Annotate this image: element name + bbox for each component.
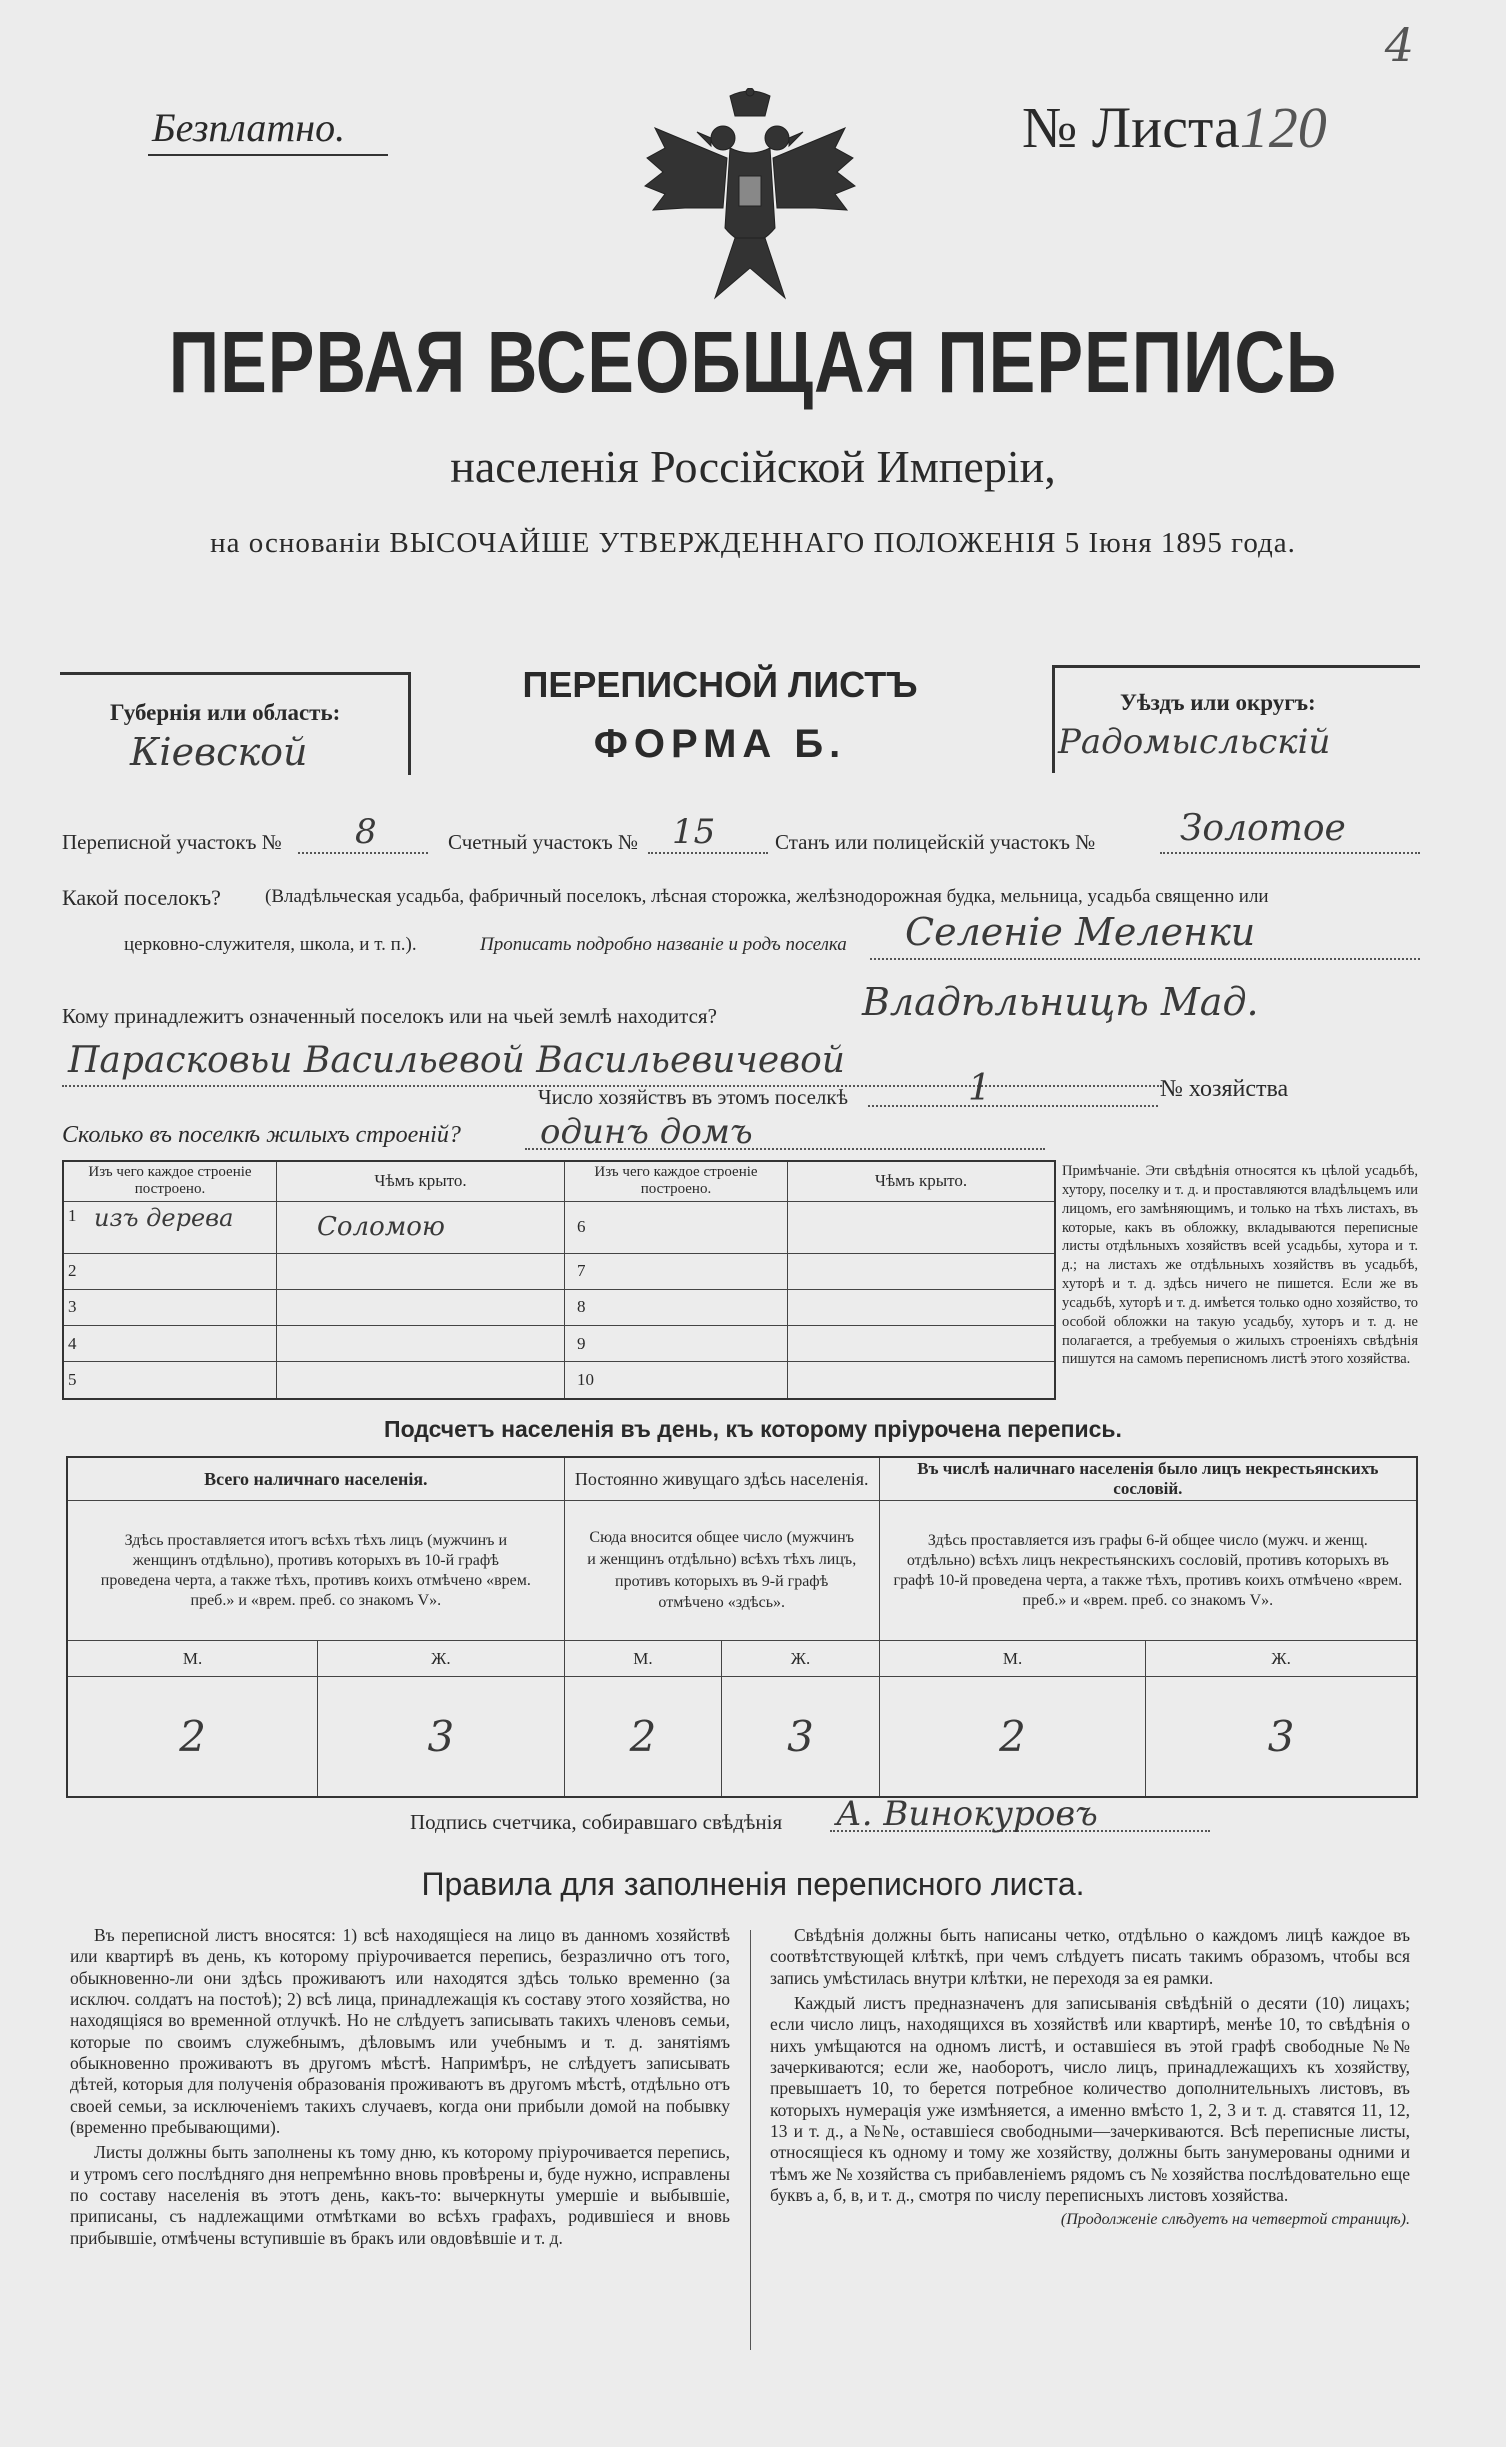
- col2-m-label: М.: [564, 1641, 722, 1677]
- households-label: Число хозяйствъ въ этомъ поселкѣ: [538, 1085, 848, 1109]
- free-underline: [148, 154, 388, 156]
- col1-title: Всего наличнаго населенія.: [67, 1457, 564, 1501]
- uezd-label: Уѣздъ или округъ:: [1120, 690, 1316, 715]
- count-district-label: Счетный участокъ №: [448, 830, 639, 854]
- form-name: ФОРМА Б.: [593, 722, 847, 766]
- col2-desc: Сюда вносится общее число (мужчинъ и женщинъ отдѣльно) всѣхъ тѣхъ лицъ, противъ которыхъ въ 9-й графѣ отмѣчено «здѣсь».: [564, 1501, 879, 1641]
- buildings-value: одинъ домъ: [540, 1112, 753, 1152]
- signature-label: Подпись счетчика, собиравшаго свѣдѣнія: [410, 1810, 783, 1834]
- stan-label: Станъ или полицейскій участокъ №: [775, 830, 1096, 854]
- rules-left-p1: Въ переписной листъ вносятся: 1) всѣ находящіеся на лицо въ данномъ хозяйствѣ или квартирѣ въ день, къ которому пріурочивается перепись, безразлично отъ того, обыкновенно-ли они здѣсь проживаютъ или находятся здѣсь только временно (за исключ. солдатъ на постоѣ); 2) всѣ лица, принадлежащія къ составу этого хозяйства, но находящіяся во временной отлучкѣ. Но не слѣдуетъ записывать такихъ членовъ семьи, которые по своимъ служебнымъ, дѣловымъ или учебнымъ и т. д. занятіямъ обыкновенно проживаютъ въ другомъ мѣстѣ. Напримѣръ, не слѣдуетъ записывать дѣтей, которыя для полученія образованія проживаютъ въ другомъ мѣстѣ, отдѣльно отъ своей семьи, за исключеніемъ такихъ случаевъ, когда они прибыли домой на побывку (временно пребывающими).: [70, 1925, 730, 2138]
- col3-desc: Здѣсь проставляется изъ графы 6-й общее число (мужч. и женщ. отдѣльно) всѣхъ лицъ некрестьянскихъ сословій, противъ которыхъ въ графѣ 10-й проведена черта, а также тѣхъ, противъ коихъ отмѣчено «врем. преб.» и «врем. преб. со знакомъ V».: [879, 1501, 1417, 1641]
- col2-title: Постоянно живущаго здѣсь населенія.: [564, 1457, 879, 1501]
- col3-m-label: М.: [879, 1641, 1146, 1677]
- owner-value-2: Парасковьи Васильевой Васильевичевой: [68, 1040, 845, 1081]
- uezd-value: Радомысльскій: [1058, 722, 1331, 762]
- row-1-material: изъ дерева: [94, 1203, 234, 1232]
- count-heading: Подсчетъ населенія въ день, къ которому пріурочена перепись.: [384, 1416, 1122, 1442]
- settlement-hint-2: церковно-служителя, школа, и т. п.).: [124, 934, 417, 955]
- col1-desc: Здѣсь проставляется итогъ всѣхъ тѣхъ лицъ (мужчинъ и женщинъ отдѣльно), противъ которыхъ въ 10-й графѣ проведена черта, а также тѣхъ, противъ коихъ отмѣчено «врем. преб.» и «врем. преб. со знакомъ V».: [67, 1501, 564, 1641]
- rules-continued: (Продолженіе слѣдуетъ на четвертой страницѣ).: [1060, 2211, 1410, 2229]
- note-text: Примѣчаніе. Эти свѣдѣнія относятся къ цѣлой усадьбѣ, хутору, поселку и т. д. и проставляются владѣльцемъ или лицомъ, его замѣняющимъ, и только на тѣхъ листахъ, въ которые, какъ въ обложку, вкладываются переписные листы отдѣльныхъ хозяйствъ всей усадьбы, хутора и т. д.; на листахъ же отдѣльныхъ хозяйствъ въ усадьбѣ, хуторѣ и т. д. здѣсь ничего не пишется. Если же въ усадьбѣ, хуторѣ и т. д. имѣется только одно хозяйство, то особой обложки на такую усадьбу, хуторъ и т. д. не полагается, а требуемыя о жилыхъ строеніяхъ свѣдѣнія пишутся на самомъ переписномъ листѣ этого хозяйства.: [1062, 1163, 1418, 1368]
- settlement-label: Какой поселокъ?: [62, 885, 221, 910]
- owner-label: Кому принадлежитъ означенный поселокъ или на чьей землѣ находится?: [62, 1004, 717, 1028]
- rules-left-column: [70, 1925, 730, 2253]
- table-row: 2 7: [63, 1253, 1055, 1289]
- imperial-eagle-icon: [635, 88, 865, 318]
- col1-f-value: 3: [318, 1677, 565, 1798]
- row-1-roof: Соломою: [277, 1201, 565, 1253]
- signature-value: А. Винокуровъ: [836, 1794, 1098, 1834]
- buildings-table: [62, 1160, 1056, 1400]
- col3-title: Въ числѣ наличнаго населенія было лицъ некрестьянскихъ сословій.: [879, 1457, 1417, 1501]
- guberniya-label: Губернія или область:: [110, 700, 341, 725]
- households-line: [868, 1105, 1158, 1107]
- households-value: 1: [968, 1068, 991, 1109]
- settlement-value: Селеніе Меленки: [905, 910, 1256, 954]
- buildings-line: [525, 1148, 1045, 1150]
- household-no-label: № хозяйства: [1160, 1076, 1289, 1102]
- guberniya-value: Кіевской: [130, 730, 308, 774]
- census-district-value: 8: [355, 812, 377, 852]
- document-title: ПЕРВАЯ ВСЕОБЩАЯ ПЕРЕПИСЬ: [168, 313, 1338, 411]
- stan-line: [1160, 852, 1420, 854]
- page-number: 4: [1384, 18, 1414, 72]
- free-label: Безплатно.: [152, 105, 346, 150]
- col-material-header-2: Изъ чего каждое строеніе построено.: [565, 1161, 788, 1201]
- count-district-value: 15: [672, 812, 716, 852]
- table-row: 5 10: [63, 1362, 1055, 1399]
- rules-right-p1: Свѣдѣнія должны быть написаны четко, отдѣльно о каждомъ лицѣ каждое въ соотвѣтствующей клѣткѣ, при чемъ слѣдуетъ писать такимъ образомъ, чтобы вся запись умѣстилась внутри клѣтки, не переходя за ея рамки.: [770, 1925, 1410, 1988]
- col3-f-value: 3: [1146, 1677, 1417, 1798]
- sheet-number: [1022, 94, 1327, 161]
- table-row: 4 9: [63, 1326, 1055, 1362]
- settlement-line: [870, 958, 1420, 960]
- rules-divider: [750, 1930, 751, 2350]
- buildings-label: Сколько въ поселкѣ жилыхъ строеній?: [62, 1122, 461, 1148]
- col-roof-header: Чѣмъ крыто.: [277, 1161, 565, 1201]
- document-basis: на основаніи ВЫСОЧАЙШЕ УТВЕРЖДЕННАГО ПОЛОЖЕНІЯ 5 Іюня 1895 года.: [210, 527, 1296, 559]
- document-subtitle: населенія Россійской Имперіи,: [450, 441, 1056, 492]
- rules-right-column: [770, 1925, 1410, 2234]
- col-material-header: Изъ чего каждое строеніе построено.: [63, 1161, 277, 1201]
- rules-left-p2: Листы должны быть заполнены къ тому дню, къ которому пріурочивается перепись, и утромъ сего послѣдняго дня непремѣнно вновь провѣрены и, буде нужно, исправлены по составу населенія въ этотъ день, какъ-то: вычеркнуты умершіе и выбывшіе, приписаны, съ надлежащими отмѣтками во всѣхъ графахъ, родившіеся и вновь прибывшіе, отмѣчены вступившіе въ бракъ или овдовѣвшіе и т. д.: [70, 2142, 730, 2248]
- rules-right-p2: Каждый листъ предназначенъ для записыванія свѣдѣній о десяти (10) лицахъ; если число лицъ, находящихся въ хозяйствѣ или квартирѣ, менѣе 10, то свѣдѣнія о нихъ умѣщаются на одномъ листѣ, и оставшіеся въ этой графѣ свободные №№ зачеркиваются; если же, наоборотъ, число лицъ, принадлежащихъ къ хозяйству, превышаетъ 10, то берется потребное количество дополнительныхъ листовъ, въ которыхъ нумерація уже измѣняется, а именно вмѣсто 1, 2, 3 и т. д. ставятся 11, 12, 13 и т. д., а №№, оставшіеся свободными—зачеркиваются. Всѣ переписные листы, относящіеся къ одному и тому же хозяйству, должны быть занумерованы одними и тѣмъ же № хозяйства съ прибавленіемъ рядомъ съ № хозяйства послѣдовательно еще буквъ а, б, в, и т. д., смотря по числу переписныхъ листовъ хозяйства.: [770, 1993, 1410, 2206]
- col-roof-header-2: Чѣмъ крыто.: [788, 1161, 1056, 1201]
- sheet-number-value: 120: [1239, 95, 1327, 160]
- count-table: [66, 1456, 1418, 1798]
- census-district-line: [298, 852, 428, 854]
- owner-value: Владѣльницѣ Мад.: [862, 980, 1259, 1024]
- col2-m-value: 2: [564, 1677, 722, 1798]
- col1-m-label: М.: [67, 1641, 318, 1677]
- col2-f-value: 3: [722, 1677, 880, 1798]
- sheet-number-label: № Листа: [1022, 95, 1240, 160]
- settlement-hint-3: Прописать подробно названіе и родъ поселка: [480, 934, 847, 955]
- col1-m-value: 2: [67, 1677, 318, 1798]
- census-district-label: Переписной участокъ №: [62, 830, 282, 854]
- col2-f-label: Ж.: [722, 1641, 880, 1677]
- table-row: 1 изъ дерева Соломою 6: [63, 1201, 1055, 1253]
- col3-f-label: Ж.: [1146, 1641, 1417, 1677]
- table-row: 3 8: [63, 1289, 1055, 1325]
- settlement-hint: (Владѣльческая усадьба, фабричный поселокъ, лѣсная сторожка, желѣзнодорожная будка, мельница, усадьба священно или: [265, 886, 1269, 907]
- sheet-title: ПЕРЕПИСНОЙ ЛИСТЪ: [522, 664, 918, 705]
- rules-heading: Правила для заполненія переписного листа.: [421, 1866, 1085, 1902]
- stan-value: Золотое: [1180, 808, 1346, 849]
- col3-m-value: 2: [879, 1677, 1146, 1798]
- col1-f-label: Ж.: [318, 1641, 565, 1677]
- count-district-line: [648, 852, 768, 854]
